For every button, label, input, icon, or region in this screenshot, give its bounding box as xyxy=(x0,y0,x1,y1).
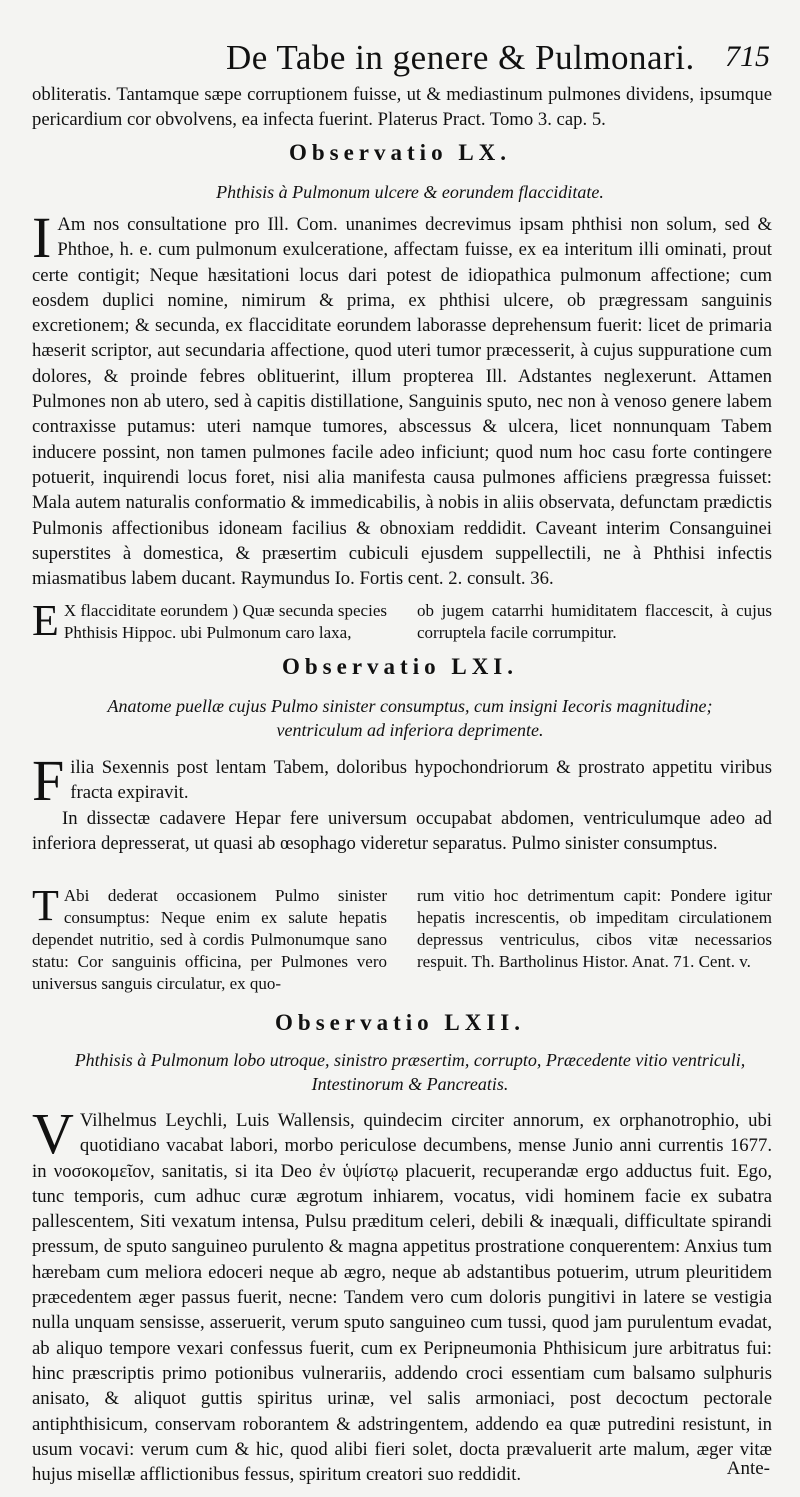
observation-subtitle-61: Anatome puellæ cujus Pulmo sinister consumptus, cum insigni Iecoris magnitudine; ventriculum ad inferiora deprimente. xyxy=(107,696,713,740)
scholion-61 xyxy=(32,881,772,995)
observation-subtitle-60: Phthisis à Pulmonum ulcere & eorundem flacciditate. xyxy=(216,182,604,202)
scholion-left-text: X flacciditate eorundem ) Quæ secunda species Phthisis Hippoc. ubi Pulmonum caro laxa, xyxy=(63,601,387,642)
running-head: De Tabe in genere & Pulmonari. xyxy=(226,38,695,77)
drop-capital: I xyxy=(32,205,52,270)
drop-capital: E xyxy=(32,596,59,645)
observation-body-60 xyxy=(32,205,772,591)
intro-text: obliteratis. Tantamque sæpe corruptionem fuisse, ut & mediastinum pulmones dividens, ipsumque pericardium cor obvolvens, ea infecta fuerint. Platerus Pract. Tomo 3. cap. 5. xyxy=(32,84,772,131)
drop-capital: V xyxy=(32,1101,74,1166)
observation-text-62: Vilhelmus Leychli, Luis Wallensis, quindecim circiter annorum, ex orphanotrophio, ubi quotidiano vacabat labori, morbo periculose decumbens, mense Junio anni currentis 1677. in νοσοκομεῖον, sanitatis, si ita Deo ἐν ὑψίστῳ placuerit, recuperandæ ergo adductus fuit. Ego, tunc temporis, cum adhuc curæ ægrotum inhiarem, vocatus, vidi hominem facie ex subatra pallescentem, Siti vexatum intensa, Pulsu præditum celeri, debili & inæquali, difficultate spirandi pressum, de sputo sanguineo purulento & magna appetitus prostratione conquerentem: Anxius tum hærebam cum meliora edoceri neque ab ægro, neque ab adstantibus potuerim, utrum pleuritidem præcedentem æger passus fuerit, necne: Tandem vero cum doloris pungitivi in latere se vestigia nulla unquam sensisse, asseruerit, verum sputo sanguineo cum tussi, quod jam purulentum evadat, ab aliquo tempore vexari confessus fuerit, cum ex Peripneumonia Phthisicum jure arbitratus fui: hinc præscriptis primo potionibus vulnerariis, addendo croci essentiam cum balsamo sulphuris anisato, & aliquot guttis spiritus urinæ, vel salis armoniaci, post decoctum pectorale antiphthisicum, conservam roborantem & adstringentem, addendo ea quæ putredini resistunt, in usum vocavi: verum cum & hic, quod alibi fieri solet, docta prævaluerit arte malum, æger vitæ hujus misellæ afflictionibus fessus, spiritum creatori suo reddidit. xyxy=(32,1110,772,1486)
drop-capital: F xyxy=(32,748,65,813)
observation-heading-60: Observatio LX. xyxy=(288,140,512,165)
scholion-right-column: ob jugem catarrhi humiditatem flaccescit, à cujus corruptela facile corrumpitur. xyxy=(417,601,772,642)
observation-subtitle-62: Phthisis à Pulmonum lobo utroque, sinistro præsertim, corrupto, Præcedente vitio ventriculi, Intestinorum & Pancreatis. xyxy=(74,1050,746,1094)
observation-heading-61: Observatio LXI. xyxy=(282,654,518,679)
observation-text-61b: In dissectæ cadavere Hepar fere universum occupabat abdomen, ventriculumque adeo ad inferiora depresserat, ut quasi ab œsophago videretur separatus. Pulmo sinister consumptus. xyxy=(32,807,772,854)
scholion-right-column: rum vitio hoc detrimentum capit: Pondere igitur hepatis increscentis, ob impeditam circulationem depressus ventriculus, cibos vitæ necessarios respuit. Th. Bartholinus Histor. Anat. 71. Cent. v. xyxy=(417,886,772,971)
observation-text-61a: ilia Sexennis post lentam Tabem, doloribus hypochondriorum & prostrato appetitu viribus fracta expiravit. xyxy=(70,757,772,804)
intro-paragraph xyxy=(32,82,772,133)
observation-text-60: Am nos consultatione pro Ill. Com. unanimes decrevimus ipsam phthisi non solum, sed & Phthoe, h. e. cum pulmonum exulceratione, affectam fuisse, ex ea interitum illi ominati, prout certe contigit; Neque hæsitationi locus dari potest de idiopathica pulmonum affectione; cum eosdem duplici nomine, nimirum & prima, ex phthisi ulcere, ob prægressam sanguinis excretionem; & secunda, ex flacciditate eorundem laborasse deprehensum fuerit: licet de primaria hæserit scriptor, aut secundaria affectione, quod uteri tumor præcesserit, à cujus suppuratione cum dolores, & proinde febres oblituerint, illum propterea Ill. Adstantes neglexerunt. Attamen Pulmones non ab utero, sed à capitis distillatione, Sanguinis sputo, nec non à venoso genere labem contraxisse putamus: uteri namque tumores, abscessus & ulcera, licet nonnunquam Tabem inducere possint, non tamen pulmones facile adeo inficiunt; quod num hoc casu forte contingere potuerit, inquirendi locus foret, nisi alia manifesta causa pulmones afficiens prægressa fuisset: Mala autem naturalis conformatio & immedicabilis, à nobis in aliis observata, defunctam prædictis Pulmonis affectionibus idoneam facilius & obnoxiam reddidit. Caveant interim Consanguinei superstites à domestica, & præsertim cubiculi ejusdem suppellectili, ne à Phthisi infectis miasmatibus labem ducant. Raymundus Io. Fortis cent. 2. consult. 36. xyxy=(32,214,772,590)
scholion-left-text: Abi dederat occasionem Pulmo sinister consumptus: Neque enim ex salute hepatis dependet nutritio, sed à cordis Pulmonumque sano statu: Cor sanguinis officina, per Pulmones vero universus sanguis circulatur, ex quo- xyxy=(32,886,387,993)
page-number: 715 xyxy=(725,40,770,73)
scholion-left-column xyxy=(32,881,387,995)
catchword: Ante- xyxy=(726,1458,770,1479)
observation-heading-62: Observatio LXII. xyxy=(275,1010,525,1035)
observation-body-62 xyxy=(32,1101,772,1487)
observation-body-61 xyxy=(32,748,772,856)
scholion-60 xyxy=(32,596,772,645)
drop-capital: T xyxy=(32,881,59,930)
scholion-left-column xyxy=(32,596,387,645)
